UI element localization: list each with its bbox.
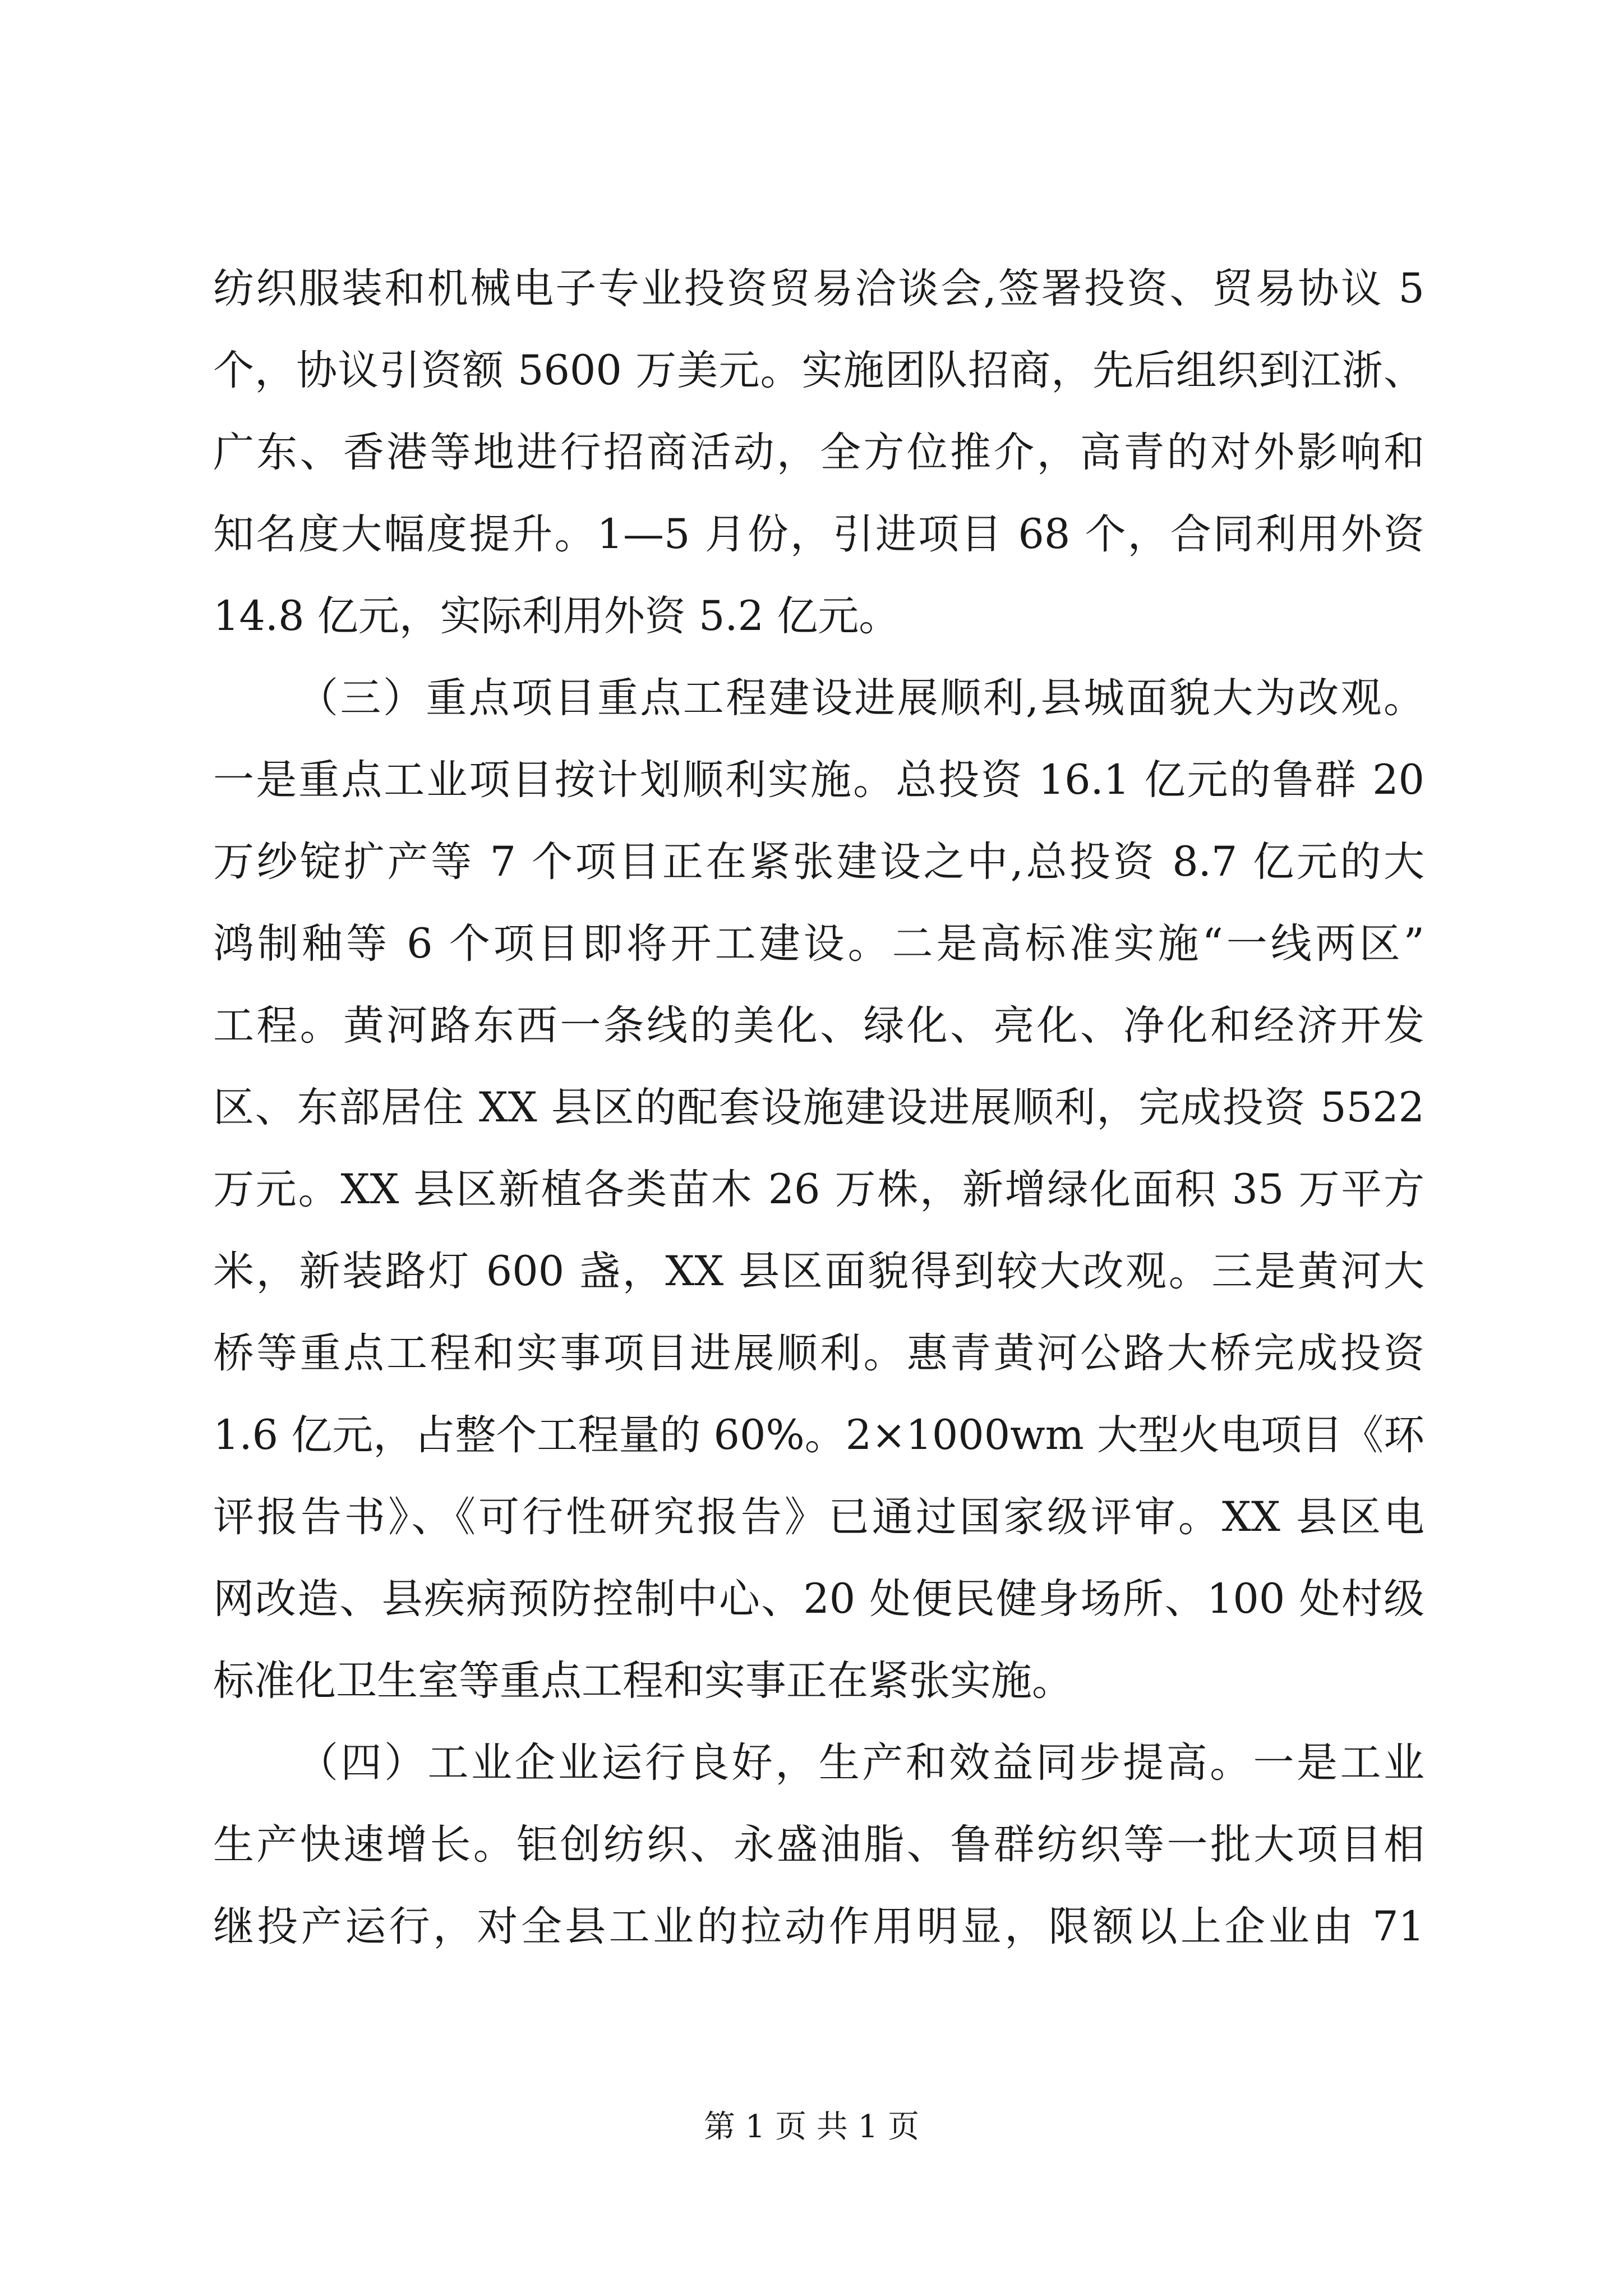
- text-line: 1.6 亿元，占整个工程量的 60%。2×1000wm 大型火电项目《环: [213, 1411, 1425, 1459]
- text-line: 继投产运行，对全县工业的拉动作用明显，限额以上企业由 71: [213, 1903, 1424, 1950]
- text-line: 纺织服装和机械电子专业投资贸易洽谈会,签署投资、贸易协议 5: [213, 265, 1424, 312]
- text-line: 鸿制釉等 6 个项目即将开工建设。二是高标准实施“一线两区”: [213, 920, 1424, 968]
- text-line: 广东、香港等地进行招商活动，全方位推介，高青的对外影响和: [213, 429, 1424, 476]
- text-line: 一是重点工业项目按计划顺利实施。总投资 16.1 亿元的鲁群 20: [213, 756, 1424, 804]
- text-line: 生产快速增长。钜创纺织、永盛油脂、鲁群纺织等一批大项目相: [213, 1821, 1424, 1869]
- text-line: 桥等重点工程和实事项目进展顺利。惠青黄河公路大桥完成投资: [213, 1329, 1424, 1377]
- text-line: 区、东部居住 XX 县区的配套设施建设进展顺利，完成投资 5522: [213, 1084, 1424, 1131]
- text-line: 14.8 亿元，实际利用外资 5.2 亿元。: [213, 592, 900, 640]
- text-line: 万元。XX 县区新植各类苗木 26 万株，新增绿化面积 35 万平方: [213, 1166, 1424, 1213]
- text-line: 个，协议引资额 5600 万美元。实施团队招商，先后组织到江浙、: [213, 347, 1424, 394]
- text-line: 工程。黄河路东西一条线的美化、绿化、亮化、净化和经济开发: [213, 1002, 1424, 1050]
- paragraph-heading: （四）工业企业运行良好，生产和效益同步提高。一是工业: [297, 1739, 1424, 1787]
- text-line: 米，新装路灯 600 盏，XX 县区面貌得到较大改观。三是黄河大: [213, 1248, 1424, 1295]
- text-line: 万纱锭扩产等 7 个项目正在紧张建设之中,总投资 8.7 亿元的大: [213, 838, 1424, 886]
- paragraph-heading: （三）重点项目重点工程建设进展顺利,县城面貌大为改观。: [297, 674, 1424, 722]
- text-line: 网改造、县疾病预防控制中心、20 处便民健身场所、100 处村级: [213, 1575, 1424, 1623]
- text-line: 评报告书》、《可行性研究报告》已通过国家级评审。XX 县区电: [213, 1493, 1424, 1541]
- text-line: 标准化卫生室等重点工程和实事正在紧张实施。: [213, 1657, 1073, 1705]
- page-footer: 第 1 页 共 1 页: [703, 2109, 920, 2145]
- text-line: 知名度大幅度提升。1—5 月份，引进项目 68 个，合同利用外资: [213, 510, 1424, 558]
